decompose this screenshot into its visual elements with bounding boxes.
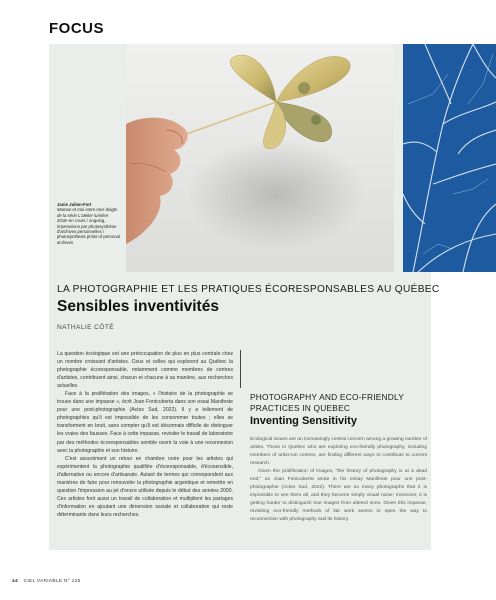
body-english: [250, 436, 427, 525]
leaf-photo-illustration: [126, 44, 394, 272]
photo-caption: [57, 202, 121, 245]
column-rule: [240, 350, 241, 388]
publication-name: CIEL VARIABLE N° 125: [23, 579, 81, 584]
clover-leaf: [230, 55, 350, 149]
paragraph-fr: La question écologique est une préoccupation de plus en plus centrale chez un nombre croissant d'artistes. Ceux et celles qui explorent au Québec la photographie écoresponsable, notamment comme membres de centres d'artistes, contribuent ainsi, chacun et chacune à sa manière, aux recherches actuelles.: [57, 351, 233, 390]
paragraph-en: Given the proliferation of images, "the history of photography is at a dead end," as Joan Fontcuberta wrote in his essay Manifeste pour une post-photographie (Actes Sud, 2022). There are so many photographs that it is impossible to see them all, and they become simply visual noise; moreover, it is getting harder to distinguish true images from altered ones. Given this impasse, revisiting eco-friendly methods of lab work seems to open the way to reconnection with photography and its history.: [250, 469, 427, 523]
leaf-photo: [126, 44, 394, 272]
title-french: Sensibles inventivités: [57, 298, 219, 315]
section-label: FOCUS: [49, 20, 104, 37]
cyanotype-photo: [403, 44, 496, 272]
page-footer: [12, 579, 81, 584]
caption-artist: Janie Julien-Fort: [57, 202, 92, 207]
caption-details: 2018–en cours / ongoing, impressions par photosynthèse d'archives personnelles / photosynthesis prints of personal archives: [57, 218, 120, 245]
paragraph-fr: Face à la prolifération des images, « l'histoire de la photographie se trouve dans une impasse », écrit Joan Fontcuberta dans son essai Manifeste pour une post-photographie (Actes Sud, 2022). Il y a tellement de photographies qu'il est impossible de les consommer toutes ; elles se transforment en bruit, sans compter qu'il est désormais difficile de distinguer les vraies des fausses. Face à cette impasse, revisiter le travail de laboratoire par des méthodes écoresponsables semble ouvrir la voie à une reconnexion avec la photographie et son histoire.: [57, 391, 233, 454]
caption-work-title: Maman et moi entre mes doigts de la série L'atelier lumière: [57, 207, 118, 218]
page-number: 44: [12, 579, 18, 584]
kicker-english: PHOTOGRAPHY AND ECO-FRIENDLY PRACTICES IN QUEBEC: [250, 392, 404, 413]
paragraph-fr: C'est assurément un retour en chambre noire pour les artistes qui expérimentent la photographie qualifiée d'écoresponsable, d'écosensible, d'alternative ou encore d'artisanale. Autant de termes qui correspondent aux manières de faire pour renouveler la photographie argentique et remettre en question l'impression au jet d'encre utilisée depuis le début des années 2000. Ces artistes font aussi un travail de collaboration et multiplient les partages d'information en ajoutant une dimension sociale et collaborative qui reste déterminante dans leurs recherches.: [57, 455, 233, 518]
hand: [126, 118, 188, 244]
title-english: Inventing Sensitivity: [250, 415, 357, 427]
author-byline: NATHALIE CÔTÉ: [57, 324, 115, 331]
body-french: [57, 350, 233, 519]
kicker-french: LA PHOTOGRAPHIE ET LES PRATIQUES ÉCORESPONSABLES AU QUÉBEC: [57, 284, 440, 295]
cyanotype-branches: [403, 44, 496, 272]
paragraph-en: Ecological issues are an increasingly central concern among a growing number of artists. Those in Quebec who are exploring eco-friendly photography, including members of artist-run centres, are finding different ways to contribute to current research.: [250, 437, 427, 467]
